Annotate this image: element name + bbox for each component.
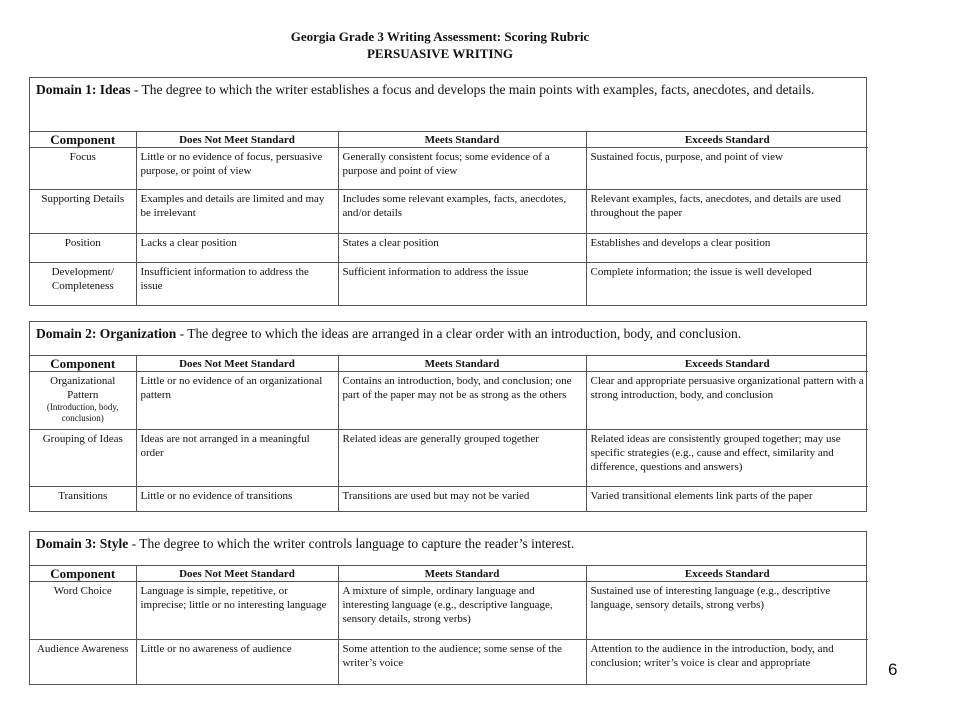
component-cell: Supporting Details	[30, 190, 136, 234]
component-cell: Position	[30, 234, 136, 263]
exceeds-cell: Sustained use of interesting language (e.g., descriptive language, sensory details, strong verbs)	[586, 582, 868, 640]
column-header-meets: Meets Standard	[338, 132, 586, 148]
exceeds-cell: Complete information; the issue is well developed	[586, 263, 868, 305]
column-header-does-not-meet: Does Not Meet Standard	[136, 132, 338, 148]
component-note: (Introduction, body, conclusion)	[46, 402, 119, 423]
column-header-exceeds: Exceeds Standard	[586, 356, 868, 372]
meets-cell: Generally consistent focus; some evidence of a purpose and point of view	[338, 148, 586, 190]
exceeds-cell: Clear and appropriate persuasive organizational pattern with a strong introduction, body, and conclusion	[586, 372, 868, 430]
meets-cell: Related ideas are generally grouped together	[338, 430, 586, 487]
column-header-does-not-meet: Does Not Meet Standard	[136, 566, 338, 582]
not-meet-cell: Insufficient information to address the issue	[136, 263, 338, 305]
component-cell	[30, 372, 136, 430]
column-header-component: Component	[30, 356, 136, 372]
domain-2-organization	[29, 321, 867, 512]
rubric-table	[30, 566, 868, 684]
meets-cell: A mixture of simple, ordinary language and interesting language (e.g., descriptive language, sensory details, strong verbs)	[338, 582, 586, 640]
column-header-exceeds: Exceeds Standard	[586, 566, 868, 582]
not-meet-cell: Ideas are not arranged in a meaningful order	[136, 430, 338, 487]
domain-name: Domain 1: Ideas	[36, 82, 131, 97]
table-row	[30, 148, 868, 190]
component-cell: Audience Awareness	[30, 640, 136, 684]
not-meet-cell: Little or no evidence of focus, persuasive purpose, or point of view	[136, 148, 338, 190]
exceeds-cell: Relevant examples, facts, anecdotes, and details are used throughout the paper	[586, 190, 868, 234]
not-meet-cell: Little or no evidence of an organizational pattern	[136, 372, 338, 430]
component-cell: Development/ Completeness	[30, 263, 136, 305]
table-row	[30, 234, 868, 263]
column-header-component: Component	[30, 132, 136, 148]
column-header-exceeds: Exceeds Standard	[586, 132, 868, 148]
not-meet-cell: Lacks a clear position	[136, 234, 338, 263]
domain-name: Domain 2: Organization	[36, 326, 177, 341]
domain-header	[30, 322, 866, 356]
not-meet-cell: Little or no awareness of audience	[136, 640, 338, 684]
column-header-component: Component	[30, 566, 136, 582]
column-header-does-not-meet: Does Not Meet Standard	[136, 356, 338, 372]
document-subtitle: PERSUASIVE WRITING	[366, 46, 514, 61]
domain-name: Domain 3: Style	[36, 536, 129, 551]
table-row	[30, 263, 868, 305]
table-row	[30, 487, 868, 511]
table-row	[30, 430, 868, 487]
component-cell: Grouping of Ideas	[30, 430, 136, 487]
exceeds-cell: Related ideas are consistently grouped together; may use specific strategies (e.g., cause and effect, similarity and difference, questions and answers)	[586, 430, 868, 487]
not-meet-cell: Little or no evidence of transitions	[136, 487, 338, 511]
domain-header	[30, 532, 866, 566]
component-cell: Focus	[30, 148, 136, 190]
domain-header	[30, 78, 866, 132]
meets-cell: Some attention to the audience; some sense of the writer’s voice	[338, 640, 586, 684]
table-header-row	[30, 132, 868, 148]
meets-cell: States a clear position	[338, 234, 586, 263]
exceeds-cell: Varied transitional elements link parts of the paper	[586, 487, 868, 511]
component-label: Organizational Pattern	[50, 375, 116, 401]
meets-cell: Contains an introduction, body, and conclusion; one part of the paper may not be as strong as the others	[338, 372, 586, 430]
domain-description: - The degree to which the writer establishes a focus and develops the main points with examples, facts, anecdotes, and details.	[130, 82, 815, 97]
domain-description: - The degree to which the ideas are arranged in a clear order with an introduction, body, and conclusion.	[176, 326, 742, 341]
exceeds-cell: Establishes and develops a clear position	[586, 234, 868, 263]
domain-3-style	[29, 531, 867, 685]
component-cell: Word Choice	[30, 582, 136, 640]
column-header-meets: Meets Standard	[338, 356, 586, 372]
not-meet-cell: Examples and details are limited and may be irrelevant	[136, 190, 338, 234]
table-row	[30, 582, 868, 640]
exceeds-cell: Attention to the audience in the introduction, body, and conclusion; writer’s voice is clear and appropriate	[586, 640, 868, 684]
rubric-table	[30, 356, 868, 511]
table-header-row	[30, 356, 868, 372]
table-row	[30, 372, 868, 430]
meets-cell: Includes some relevant examples, facts, anecdotes, and/or details	[338, 190, 586, 234]
domain-1-ideas	[29, 77, 867, 306]
meets-cell: Transitions are used but may not be varied	[338, 487, 586, 511]
rubric-table	[30, 132, 868, 305]
component-cell: Transitions	[30, 487, 136, 511]
table-row	[30, 640, 868, 684]
column-header-meets: Meets Standard	[338, 566, 586, 582]
page-number: 6	[888, 660, 898, 679]
document-title: Georgia Grade 3 Writing Assessment: Scoring Rubric	[290, 29, 590, 44]
table-row	[30, 190, 868, 234]
table-header-row	[30, 566, 868, 582]
meets-cell: Sufficient information to address the issue	[338, 263, 586, 305]
not-meet-cell: Language is simple, repetitive, or imprecise; little or no interesting language	[136, 582, 338, 640]
domain-description: - The degree to which the writer controls language to capture the reader’s interest.	[128, 536, 575, 551]
exceeds-cell: Sustained focus, purpose, and point of view	[586, 148, 868, 190]
